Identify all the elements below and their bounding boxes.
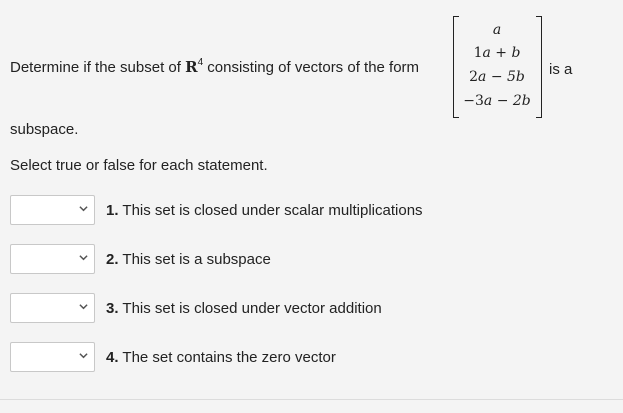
chevron-down-icon <box>79 351 88 360</box>
question-prefix: Determine if the subset of <box>10 59 186 76</box>
statement-row-1 <box>10 194 423 226</box>
matrix-right-bracket <box>536 16 542 118</box>
chevron-down-icon <box>79 302 88 311</box>
statement-number: 1. <box>106 201 119 219</box>
instruction-text: Select true or false for each statement. <box>10 157 268 174</box>
statement-label: The set contains the zero vector <box>122 348 336 366</box>
statement-text-2 <box>106 251 271 268</box>
statement-number: 3. <box>106 299 119 317</box>
true-false-select-4[interactable] <box>10 342 95 372</box>
matrix-entry-1: a <box>492 22 502 38</box>
statement-text-3 <box>106 300 382 317</box>
chevron-down-icon <box>79 204 88 213</box>
matrix-entry-2: 1a + b <box>473 45 521 61</box>
is-a-text: is a <box>549 61 573 78</box>
true-false-select-3[interactable] <box>10 293 95 323</box>
true-false-select-2[interactable] <box>10 244 95 274</box>
chevron-down-icon <box>79 253 88 262</box>
question-suffix: consisting of vectors of the form <box>203 59 420 76</box>
statement-number: 4. <box>106 348 119 366</box>
statement-label: This set is a subspace <box>122 250 271 268</box>
question-text <box>10 58 419 76</box>
vector-matrix <box>448 16 542 116</box>
statement-text-1 <box>106 202 423 219</box>
matrix-entry-3: 2a − 5b <box>469 69 525 85</box>
true-false-select-1[interactable] <box>10 195 95 225</box>
statement-row-3 <box>10 292 382 324</box>
statement-text-4 <box>106 349 336 366</box>
matrix-entry-4: −3a − 2b <box>463 93 531 109</box>
statement-number: 2. <box>106 250 119 268</box>
statement-label: This set is closed under scalar multiplications <box>122 201 423 219</box>
statement-label: This set is closed under vector addition <box>122 299 382 317</box>
divider <box>0 399 623 400</box>
real-space-exponent: 4 <box>197 57 204 68</box>
question-continuation: subspace. <box>10 121 79 138</box>
statement-row-2 <box>10 243 271 275</box>
real-space-symbol: R <box>185 58 198 76</box>
statement-row-4 <box>10 341 336 373</box>
